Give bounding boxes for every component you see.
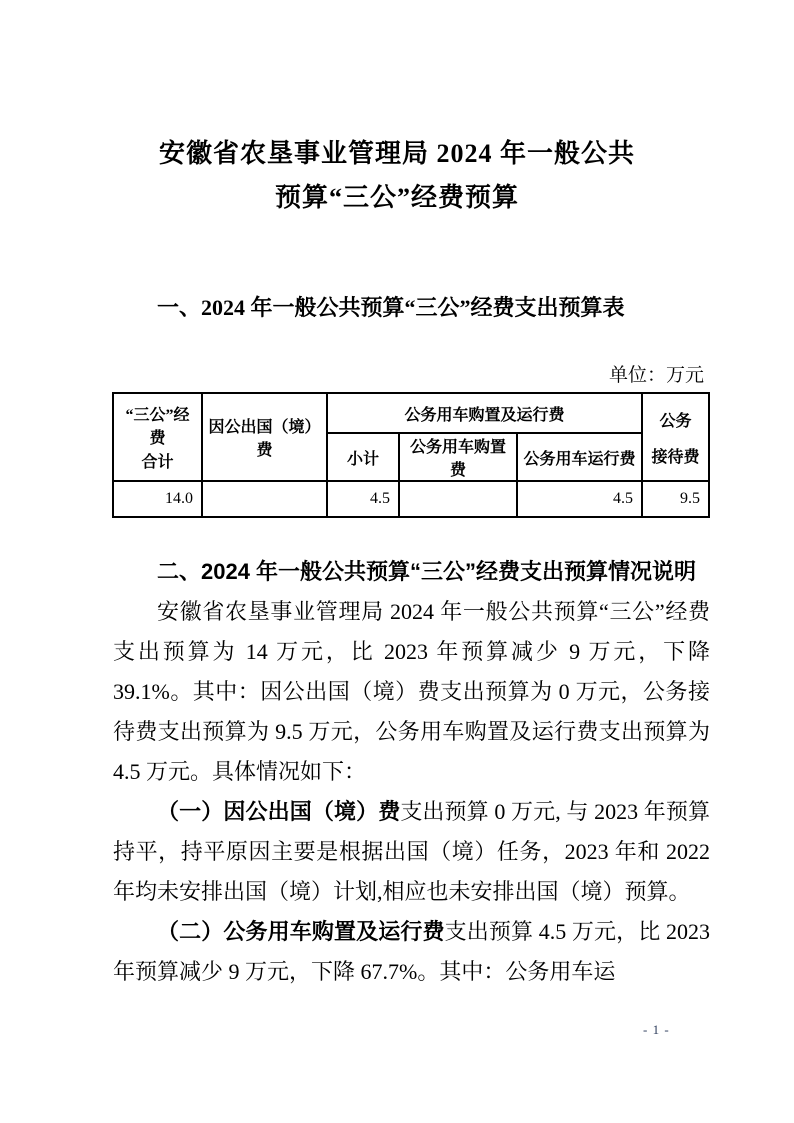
- header-vehicle-group: 公务用车购置及运行费: [327, 393, 642, 433]
- document-title: [0, 132, 794, 220]
- paragraph-abroad-fee-lead: （一）因公出国（境）费: [157, 799, 401, 824]
- header-vehicle-subtotal: 小计: [327, 433, 399, 481]
- paragraph-abroad-fee-text: 支出预算 0 万元, 与 2023 年预算持平，持平原因主要是根据出国（境）任务，2023 年和 2022 年均未安排出国（境）计划,相应也未安排出国（境）预算。: [113, 799, 710, 904]
- header-vehicle-purchase: 公务用车购置费: [399, 433, 517, 481]
- value-reception: 9.5: [642, 481, 709, 517]
- title-line-1: 安徽省农垦事业管理局 2024 年一般公共: [158, 139, 635, 168]
- value-vehicle-operation: 4.5: [517, 481, 642, 517]
- table-header-row-1: [113, 393, 709, 433]
- paragraph-overview: [113, 592, 710, 792]
- title-line-2: 预算“三公”经费预算: [274, 183, 519, 212]
- header-reception-line2: 接待费: [651, 448, 700, 466]
- paragraph-vehicle-fee-lead: （二）公务用车购置及运行费: [157, 919, 445, 944]
- paragraph-abroad-fee: [113, 792, 710, 912]
- value-vehicle-subtotal: 4.5: [327, 481, 399, 517]
- header-vehicle-operation: 公务用车运行费: [517, 433, 642, 481]
- unit-label: 单位：万元: [608, 365, 704, 386]
- header-sangong-total: [113, 393, 202, 481]
- header-reception-line1: 公务: [659, 412, 692, 430]
- value-sangong-total: 14.0: [113, 481, 202, 517]
- budget-table: [112, 392, 710, 518]
- table-data-row: [113, 481, 709, 517]
- value-vehicle-purchase: [399, 481, 517, 517]
- section2-body: [113, 552, 710, 992]
- page-number: - 1 -: [643, 1022, 670, 1037]
- paragraph-vehicle-fee-text: 支出预算 4.5 万元，比 2023 年预算减少 9 万元，下降 67.7%。其中：公务用车运: [113, 919, 710, 984]
- header-reception: [642, 393, 709, 481]
- header-abroad-fee: 因公出国（境）费: [202, 393, 327, 481]
- value-abroad-fee: [202, 481, 327, 517]
- paragraph-vehicle-fee: [113, 912, 710, 992]
- section2-heading: 二、2024 年一般公共预算“三公”经费支出预算情况说明: [157, 559, 697, 584]
- header-sangong-total-line1: “三公”经费: [125, 406, 190, 447]
- section1-heading: 一、2024 年一般公共预算“三公”经费支出预算表: [157, 295, 625, 320]
- paragraph-overview-text: 安徽省农垦事业管理局 2024 年一般公共预算“三公”经费支出预算为 14 万元，比 2023 年预算减少 9 万元，下降 39.1%。其中：因公出国（境）费支出预算为 0 万元，公务接待费支出预算为 9.5 万元，公务用车购置及运行费支出预算为 4.5 万元。具体情况如下：: [113, 599, 710, 784]
- header-sangong-total-line2: 合计: [141, 454, 174, 472]
